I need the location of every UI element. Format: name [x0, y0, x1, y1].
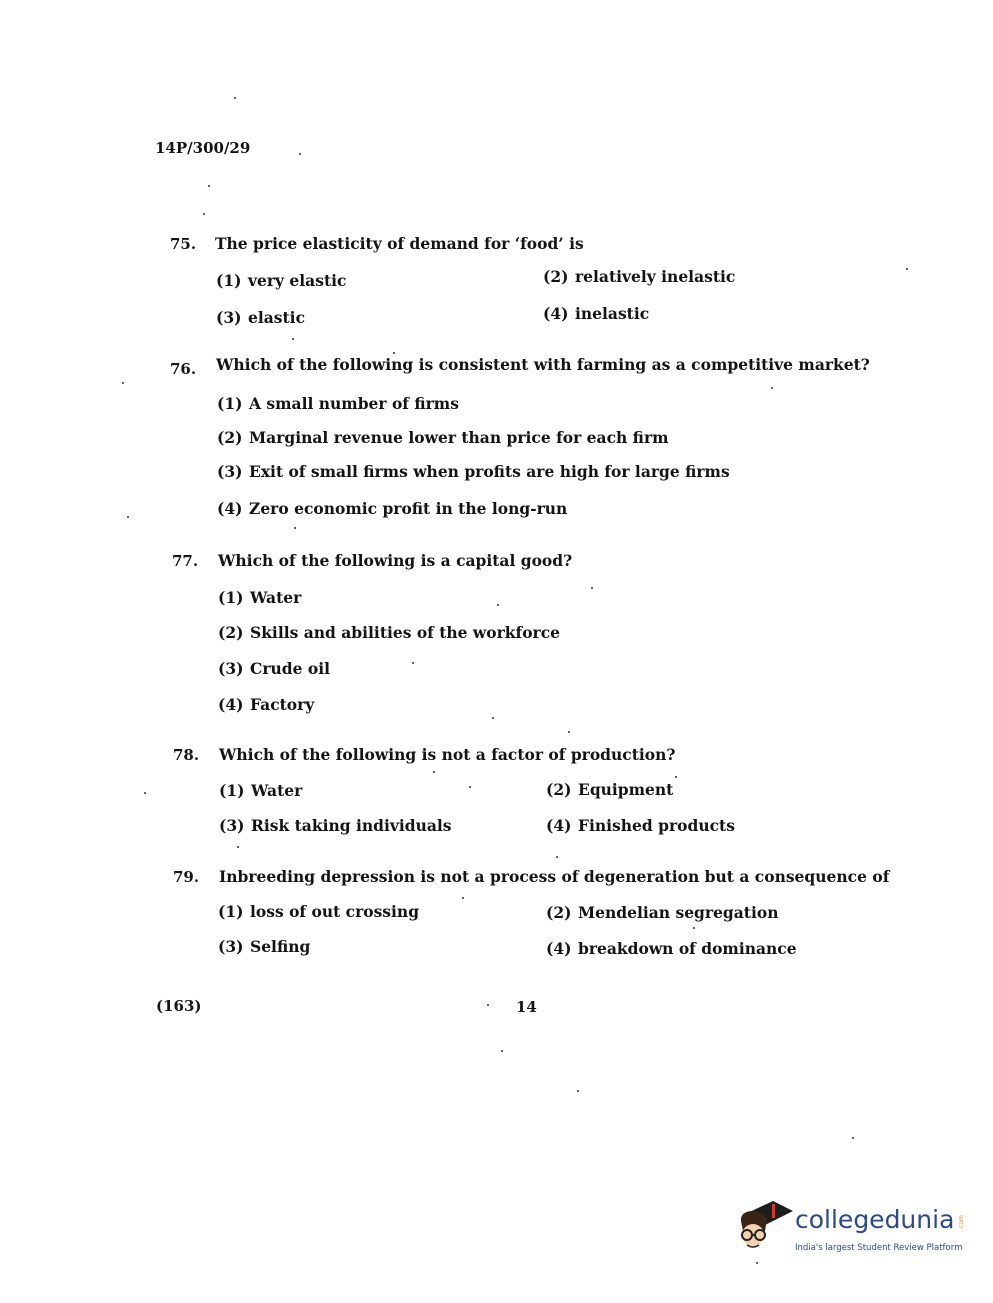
- page-number: 14: [516, 998, 537, 1016]
- option-3: (3) Risk taking individuals: [219, 816, 452, 835]
- option-2: (2) Skills and abilities of the workforce: [218, 623, 560, 642]
- question-text: The price elasticity of demand for ‘food’ is: [215, 234, 584, 253]
- option-1: (1) Water: [219, 781, 303, 800]
- question-number: 79.: [173, 868, 200, 886]
- question-number: 77.: [172, 552, 199, 570]
- option-3: (3) Exit of small firms when profits are high for large firms: [217, 462, 730, 481]
- option-3: (3) Selfing: [218, 937, 311, 956]
- question-number: 76.: [170, 360, 197, 378]
- logo-wordmark: collegedunia: [795, 1205, 955, 1234]
- question-text: Which of the following is a capital good?: [218, 551, 573, 570]
- option-2: (2) Equipment: [546, 780, 674, 799]
- question-number: 78.: [173, 746, 200, 764]
- option-4: (4) Zero economic profit in the long-run: [217, 499, 568, 518]
- question-number: 75.: [170, 235, 197, 253]
- logo-tagline: India's largest Student Review Platform: [795, 1243, 963, 1253]
- option-2: (2) relatively inelastic: [543, 267, 736, 286]
- logo-suffix: .com: [957, 1215, 965, 1230]
- question-text: Inbreeding depression is not a process of degeneration but a consequence of: [219, 867, 890, 886]
- option-3: (3) elastic: [216, 308, 306, 327]
- option-4: (4) Finished products: [546, 816, 735, 835]
- option-4: (4) breakdown of dominance: [546, 939, 797, 958]
- option-4: (4) inelastic: [543, 304, 650, 323]
- paper-code: 14P/300/29: [155, 139, 251, 157]
- question-text: Which of the following is not a factor of production?: [219, 745, 676, 764]
- option-2: (2) Mendelian segregation: [546, 903, 779, 922]
- mascot-icon: [735, 1195, 793, 1257]
- option-4: (4) Factory: [218, 695, 315, 714]
- option-2: (2) Marginal revenue lower than price for each firm: [217, 428, 669, 447]
- option-1: (1) Water: [218, 588, 302, 607]
- option-1: (1) A small number of firms: [217, 394, 459, 413]
- option-3: (3) Crude oil: [218, 659, 330, 678]
- collegedunia-logo: [735, 1195, 965, 1265]
- option-1: (1) very elastic: [216, 271, 347, 290]
- option-1: (1) loss of out crossing: [218, 902, 420, 921]
- footer-code: (163): [156, 997, 202, 1015]
- question-text: Which of the following is consistent with farming as a competitive market?: [216, 355, 870, 374]
